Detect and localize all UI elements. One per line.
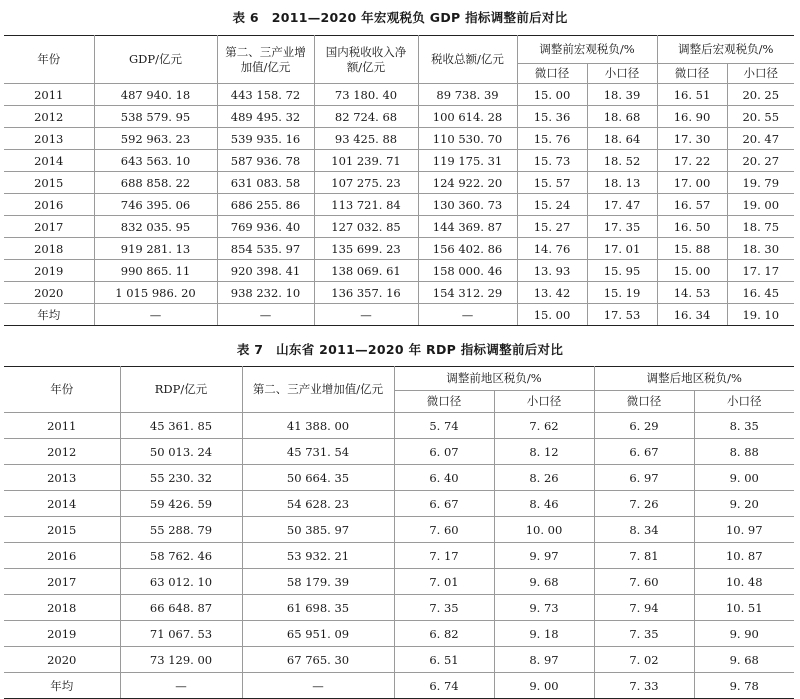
table7-cell-rdp: 66 648. 87 [120,595,242,621]
table7-cell-a-small: 9. 00 [694,465,794,491]
table6-cell-gdp: — [94,304,217,326]
table6-cell-a-micro: 17. 22 [657,150,727,172]
t6-header-total-tax: 税收总额/亿元 [418,36,517,84]
table6-cell-b-micro: 14. 76 [517,238,587,260]
table7-cell-year: 2015 [4,517,120,543]
table6-cell-net-tax: 138 069. 61 [314,260,418,282]
table7-cell-year: 2017 [4,569,120,595]
table6-cell-b-small: 17. 53 [587,304,657,326]
table6-cell-tertiary: 920 398. 41 [217,260,314,282]
table6-cell-b-micro: 13. 93 [517,260,587,282]
table7-cell-tertiary: 58 179. 39 [242,569,394,595]
table6-cell-total-tax: 156 402. 86 [418,238,517,260]
table7-cell-rdp: 59 426. 59 [120,491,242,517]
table6-cell-total-tax: 154 312. 29 [418,282,517,304]
table6-cell-b-small: 18. 68 [587,106,657,128]
table6-cell-tertiary: 587 936. 78 [217,150,314,172]
table7-row [4,569,794,595]
table7-cell-tertiary: 61 698. 35 [242,595,394,621]
table7-cell-year: 年均 [4,673,120,699]
table6-cell-a-micro: 17. 00 [657,172,727,194]
table6-cell-net-tax: 113 721. 84 [314,194,418,216]
table7-row [4,595,794,621]
table6-cell-b-micro: 15. 76 [517,128,587,150]
table7-cell-tertiary: 50 385. 97 [242,517,394,543]
table7-cell-b-small: 8. 46 [494,491,594,517]
table6-cell-a-micro: 16. 50 [657,216,727,238]
table6-cell-a-small: 20. 55 [727,106,794,128]
table6-row [4,304,794,326]
table7-cell-b-micro: 5. 74 [394,413,494,439]
table6-cell-b-small: 18. 64 [587,128,657,150]
t7-header-after-small: 小口径 [694,391,794,413]
table6-row [4,282,794,304]
table6-cell-a-small: 20. 25 [727,84,794,106]
table6-cell-net-tax: 93 425. 88 [314,128,418,150]
table6-cell-gdp: 688 858. 22 [94,172,217,194]
table6-cell-tertiary: 489 495. 32 [217,106,314,128]
t7-header-rdp: RDP/亿元 [120,367,242,413]
table7-cell-rdp: — [120,673,242,699]
table6-cell-net-tax: 136 357. 16 [314,282,418,304]
t7-header-after-micro: 微口径 [594,391,694,413]
table6-cell-total-tax: 130 360. 73 [418,194,517,216]
table7-row [4,413,794,439]
table6-cell-net-tax: 135 699. 23 [314,238,418,260]
table6-cell-year: 2017 [4,216,94,238]
t6-header-year: 年份 [4,36,94,84]
table7-cell-year: 2018 [4,595,120,621]
table6-cell-total-tax: 100 614. 28 [418,106,517,128]
table7-cell-a-micro: 7. 60 [594,569,694,595]
table7-row [4,543,794,569]
table6-cell-a-micro: 16. 57 [657,194,727,216]
table7-cell-b-small: 7. 62 [494,413,594,439]
table7-cell-a-micro: 7. 26 [594,491,694,517]
table6-cell-a-small: 18. 30 [727,238,794,260]
table6-cell-b-micro: 15. 73 [517,150,587,172]
table7-cell-year: 2019 [4,621,120,647]
table6-cell-a-small: 19. 00 [727,194,794,216]
table6-cell-tertiary: — [217,304,314,326]
table6-cell-a-micro: 16. 51 [657,84,727,106]
table6-cell-a-micro: 14. 53 [657,282,727,304]
table6-cell-net-tax: 82 724. 68 [314,106,418,128]
table7-cell-a-small: 9. 78 [694,673,794,699]
table6-cell-year: 2011 [4,84,94,106]
table6-cell-a-small: 20. 47 [727,128,794,150]
table7-cell-year: 2011 [4,413,120,439]
table7-cell-a-small: 9. 68 [694,647,794,673]
table7-row [4,673,794,699]
table6-cell-a-small: 16. 45 [727,282,794,304]
table7-row [4,465,794,491]
table6-row [4,238,794,260]
table6-cell-b-micro: 13. 42 [517,282,587,304]
table6-cell-a-small: 19. 79 [727,172,794,194]
table7-cell-rdp: 55 288. 79 [120,517,242,543]
table7-cell-b-micro: 7. 17 [394,543,494,569]
table7-cell-a-micro: 7. 35 [594,621,694,647]
table6-cell-a-small: 18. 75 [727,216,794,238]
table7-cell-a-small: 10. 48 [694,569,794,595]
table6-cell-b-small: 18. 13 [587,172,657,194]
table6-cell-year: 2020 [4,282,94,304]
table7-cell-a-small: 9. 20 [694,491,794,517]
table7-cell-rdp: 55 230. 32 [120,465,242,491]
table6-cell-b-small: 17. 47 [587,194,657,216]
table7-cell-b-small: 9. 00 [494,673,594,699]
table6-cell-b-micro: 15. 00 [517,84,587,106]
t7-header-after: 调整后地区税负/% [594,367,794,391]
table6-row [4,216,794,238]
table6-cell-a-micro: 16. 90 [657,106,727,128]
table6-cell-b-micro: 15. 57 [517,172,587,194]
table6-cell-gdp: 592 963. 23 [94,128,217,150]
table7-row [4,621,794,647]
table7-cell-a-small: 9. 90 [694,621,794,647]
table7-cell-a-small: 8. 88 [694,439,794,465]
table6-cell-a-small: 19. 10 [727,304,794,326]
table6-cell-gdp: 746 395. 06 [94,194,217,216]
table6-cell-tertiary: 854 535. 97 [217,238,314,260]
table7-cell-tertiary: 54 628. 23 [242,491,394,517]
table7-cell-b-small: 8. 97 [494,647,594,673]
table6-cell-net-tax: 107 275. 23 [314,172,418,194]
table7-cell-b-small: 9. 73 [494,595,594,621]
table6-cell-a-small: 17. 17 [727,260,794,282]
t6-header-after-micro: 微口径 [657,64,727,84]
t7-header-tertiary: 第二、三产业增加值/亿元 [242,367,394,413]
table7-cell-rdp: 63 012. 10 [120,569,242,595]
table6-cell-year: 年均 [4,304,94,326]
table7-row [4,647,794,673]
table6-cell-b-small: 15. 95 [587,260,657,282]
table6-cell-tertiary: 938 232. 10 [217,282,314,304]
table7-cell-tertiary: 65 951. 09 [242,621,394,647]
table6-cell-a-micro: 15. 88 [657,238,727,260]
t6-header-before-micro: 微口径 [517,64,587,84]
t7-header-year: 年份 [4,367,120,413]
t6-header-before-small: 小口径 [587,64,657,84]
table6-cell-year: 2012 [4,106,94,128]
table6-cell-net-tax: — [314,304,418,326]
table7-body [4,413,794,699]
table6-cell-total-tax: 144 369. 87 [418,216,517,238]
table6-cell-net-tax: 101 239. 71 [314,150,418,172]
table7-cell-b-micro: 7. 60 [394,517,494,543]
table7-cell-rdp: 73 129. 00 [120,647,242,673]
table6-cell-tertiary: 686 255. 86 [217,194,314,216]
table7-cell-year: 2014 [4,491,120,517]
table6-row [4,150,794,172]
table6-cell-gdp: 538 579. 95 [94,106,217,128]
table7-cell-b-micro: 6. 07 [394,439,494,465]
table6-cell-year: 2018 [4,238,94,260]
table7-cell-a-micro: 6. 29 [594,413,694,439]
table7-cell-a-micro: 7. 94 [594,595,694,621]
table6-cell-total-tax: 89 738. 39 [418,84,517,106]
table6-cell-year: 2015 [4,172,94,194]
table6-cell-gdp: 832 035. 95 [94,216,217,238]
table6-cell-a-micro: 17. 30 [657,128,727,150]
table6-caption: 表 6 2011—2020 年宏观税负 GDP 指标调整前后对比 [232,10,568,25]
table6-cell-a-micro: 15. 00 [657,260,727,282]
table7-cell-rdp: 45 361. 85 [120,413,242,439]
table6-cell-net-tax: 127 032. 85 [314,216,418,238]
table7-cell-a-small: 10. 51 [694,595,794,621]
table7-cell-rdp: 50 013. 24 [120,439,242,465]
table7-cell-b-micro: 6. 82 [394,621,494,647]
table7-cell-tertiary: 45 731. 54 [242,439,394,465]
table6-cell-year: 2014 [4,150,94,172]
table7-cell-rdp: 71 067. 53 [120,621,242,647]
table7-cell-a-micro: 6. 67 [594,439,694,465]
table7-cell-a-micro: 7. 81 [594,543,694,569]
table6-cell-year: 2019 [4,260,94,282]
table6-cell-b-small: 18. 39 [587,84,657,106]
table7-cell-rdp: 58 762. 46 [120,543,242,569]
table6-cell-a-small: 20. 27 [727,150,794,172]
table6-cell-year: 2016 [4,194,94,216]
table7-cell-a-micro: 7. 33 [594,673,694,699]
table7-cell-tertiary: 41 388. 00 [242,413,394,439]
table7-cell-b-micro: 7. 35 [394,595,494,621]
table7-cell-year: 2016 [4,543,120,569]
table7 [4,366,794,699]
table6-cell-tertiary: 443 158. 72 [217,84,314,106]
table7-cell-a-micro: 6. 97 [594,465,694,491]
table6-cell-tertiary: 539 935. 16 [217,128,314,150]
table6-cell-year: 2013 [4,128,94,150]
table6-cell-b-micro: 15. 24 [517,194,587,216]
table7-cell-b-micro: 6. 40 [394,465,494,491]
t6-header-after: 调整后宏观税负/% [657,36,794,64]
table7-cell-b-small: 9. 97 [494,543,594,569]
table6-cell-b-small: 17. 01 [587,238,657,260]
t6-header-gdp: GDP/亿元 [94,36,217,84]
table6-cell-b-small: 15. 19 [587,282,657,304]
table6-row [4,260,794,282]
table6-cell-net-tax: 73 180. 40 [314,84,418,106]
table7-row [4,491,794,517]
t6-header-before: 调整前宏观税负/% [517,36,657,64]
table7-cell-tertiary: 50 664. 35 [242,465,394,491]
table7-cell-year: 2013 [4,465,120,491]
table7-cell-year: 2020 [4,647,120,673]
table7-cell-a-micro: 8. 34 [594,517,694,543]
table7-cell-tertiary: 53 932. 21 [242,543,394,569]
t6-header-tertiary: 第二、三产业增加值/亿元 [217,36,314,84]
table7-cell-b-small: 8. 12 [494,439,594,465]
t6-header-net-tax: 国内税收收入净额/亿元 [314,36,418,84]
table6-cell-tertiary: 631 083. 58 [217,172,314,194]
table7-cell-a-small: 8. 35 [694,413,794,439]
table6-row [4,194,794,216]
table7-cell-tertiary: 67 765. 30 [242,647,394,673]
table6-cell-a-micro: 16. 34 [657,304,727,326]
table6-row [4,172,794,194]
table7-cell-year: 2012 [4,439,120,465]
table7-cell-tertiary: — [242,673,394,699]
table6-row [4,128,794,150]
table7-cell-b-micro: 7. 01 [394,569,494,595]
table6-cell-b-micro: 15. 00 [517,304,587,326]
table6-row [4,106,794,128]
table6-cell-gdp: 487 940. 18 [94,84,217,106]
table6-cell-total-tax: 124 922. 20 [418,172,517,194]
table6-cell-tertiary: 769 936. 40 [217,216,314,238]
table6-row [4,84,794,106]
table6-cell-total-tax: — [418,304,517,326]
table6-cell-b-small: 18. 52 [587,150,657,172]
t7-header-before: 调整前地区税负/% [394,367,594,391]
table7-cell-b-micro: 6. 67 [394,491,494,517]
table7-cell-b-micro: 6. 51 [394,647,494,673]
table6 [4,35,794,326]
table7-cell-b-small: 10. 00 [494,517,594,543]
table7-cell-b-micro: 6. 74 [394,673,494,699]
table7-cell-b-small: 9. 68 [494,569,594,595]
table6-cell-gdp: 919 281. 13 [94,238,217,260]
table6-cell-b-micro: 15. 36 [517,106,587,128]
table6-cell-gdp: 990 865. 11 [94,260,217,282]
table7-cell-a-micro: 7. 02 [594,647,694,673]
table6-cell-total-tax: 158 000. 46 [418,260,517,282]
table6-cell-total-tax: 119 175. 31 [418,150,517,172]
table7-cell-b-small: 9. 18 [494,621,594,647]
table6-body [4,84,794,326]
t7-header-before-micro: 微口径 [394,391,494,413]
table7-row [4,517,794,543]
table6-cell-b-small: 17. 35 [587,216,657,238]
t6-header-after-small: 小口径 [727,64,794,84]
t7-header-before-small: 小口径 [494,391,594,413]
table7-cell-a-small: 10. 97 [694,517,794,543]
table7-cell-a-small: 10. 87 [694,543,794,569]
table6-cell-gdp: 1 015 986. 20 [94,282,217,304]
table6-cell-gdp: 643 563. 10 [94,150,217,172]
table6-cell-total-tax: 110 530. 70 [418,128,517,150]
table7-row [4,439,794,465]
table7-caption: 表 7 山东省 2011—2020 年 RDP 指标调整前后对比 [236,342,564,357]
table6-cell-b-micro: 15. 27 [517,216,587,238]
table7-cell-b-small: 8. 26 [494,465,594,491]
